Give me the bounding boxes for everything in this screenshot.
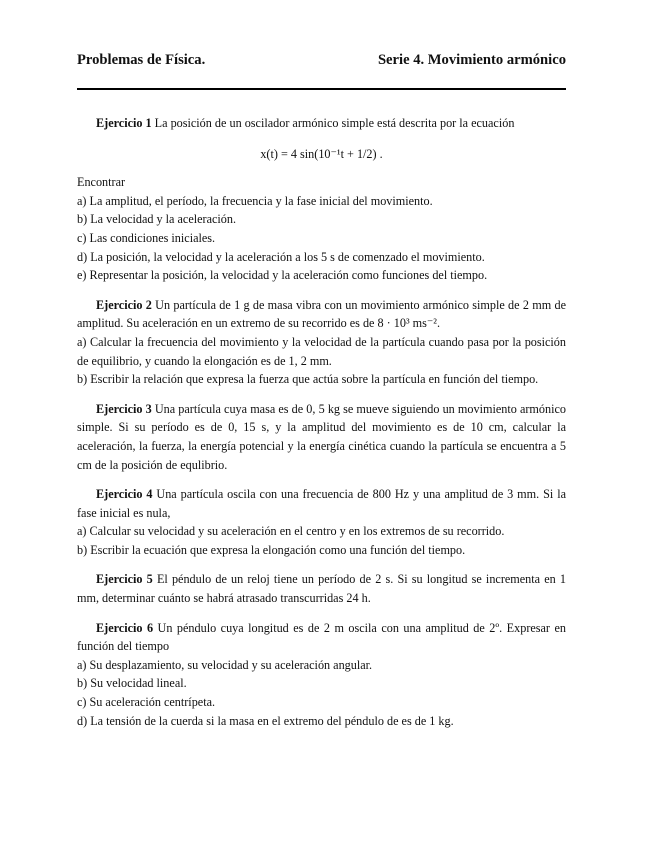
exercise-2-item-b: b) Escribir la relación que expresa la fuerza que actúa sobre la partícula en función del tiempo. [77, 372, 539, 387]
exercise-6-text: Un péndulo cuya longitud es de 2 m oscila con una amplitud de 2º. Expresar en función del tiempo [77, 620, 566, 654]
exercise-1-text: La posición de un oscilador armónico simple está descrita por la ecuación [154, 116, 515, 130]
document-body [77, 114, 566, 730]
exercise-4-text: Una partícula oscila con una frecuencia de 800 Hz y una amplitud de 3 mm. Si la fase inicial es nula, [77, 487, 566, 520]
exercise-1-item-e: e) Representar la posición, la velocidad y la aceleración como funciones del tiempo. [77, 268, 488, 283]
exercise-6-item-c: c) Su aceleración centrípeta. [77, 695, 216, 710]
header-left-title: Problemas de Física. [77, 52, 206, 68]
exercise-1-intro [77, 114, 566, 133]
exercise-2-title: Ejercicio 2 [96, 297, 152, 312]
exercise-6 [77, 619, 566, 656]
header-rule [77, 88, 566, 90]
exercise-4-item-a: a) Calcular su velocidad y su aceleración en el centro y en los extremos de su recorrido. [77, 524, 505, 539]
exercise-4-title: Ejercicio 4 [96, 487, 153, 502]
exercise-1-equation: x(t) = 4 sin(10⁻¹t + 1/2) . [260, 146, 383, 161]
page-header [77, 52, 566, 74]
exercise-6-item-a: a) Su desplazamiento, su velocidad y su aceleración angular. [77, 657, 373, 672]
exercise-5 [77, 570, 566, 607]
exercise-5-title: Ejercicio 5 [96, 572, 153, 587]
exercise-4 [77, 485, 566, 522]
exercise-4-item-b: b) Escribir la ecuación que expresa la elongación como una función del tiempo. [77, 542, 466, 557]
exercise-5-text: El péndulo de un reloj tiene un período de 2 s. Si su longitud se incrementa en 1 mm, determinar cuánto se habrá atrasado transcurridas 24 h. [77, 572, 567, 606]
exercise-3 [77, 400, 566, 474]
header-right-title: Serie 4. Movimiento armónico [377, 52, 566, 68]
exercise-1-item-d: d) La posición, la velocidad y la aceleración a los 5 s de comenzado el movimiento. [77, 249, 485, 264]
exercise-1-item-b: b) La velocidad y la aceleración. [77, 212, 237, 227]
exercise-1-item-a: a) La amplitud, el período, la frecuencia y la fase inicial del movimiento. [77, 193, 433, 208]
exercise-2-text: Un partícula de 1 g de masa vibra con un movimiento armónico simple de 2 mm de amplitud. Su aceleración en un extremo de su recorrido es de 8 · 10³ ms⁻². [77, 297, 566, 331]
exercise-2-item-a: a) Calcular la frecuencia del movimiento y la velocidad de la partícula cuando pasa por la posición de equilibrio, y cuando la elongación es de 1, 2 mm. [77, 334, 566, 368]
exercise-1-title: Ejercicio 1 [96, 116, 152, 130]
exercise-3-text: Una partícula cuya masa es de 0, 5 kg se mueve siguiendo un movimiento armónico simple. Si su período es de 0, 15 s, y la amplitud del movimiento es de 10 cm, calcular la aceleración, la fuerza, la energía potencial y la energía cinética cuando la partícula se encuentra a 5 cm de la posición de equlibrio. [77, 401, 566, 472]
exercise-2 [77, 296, 566, 333]
exercise-3-title: Ejercicio 3 [96, 401, 152, 416]
exercise-1-item-c: c) Las condiciones iniciales. [77, 230, 216, 245]
exercise-1-find: Encontrar [77, 175, 126, 190]
exercise-6-item-d: d) La tensión de la cuerda si la masa en el extremo del péndulo de es de 1 kg. [77, 713, 454, 728]
exercise-6-title: Ejercicio 6 [96, 620, 154, 635]
exercise-6-item-b: b) Su velocidad lineal. [77, 676, 187, 691]
